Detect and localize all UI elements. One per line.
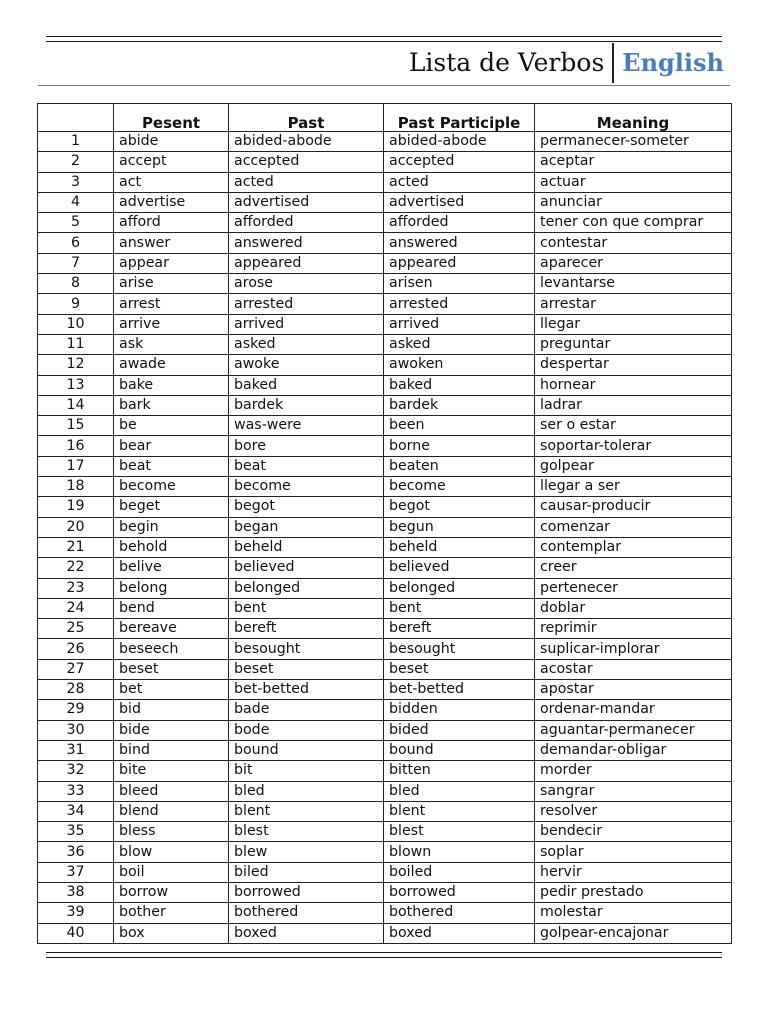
present-cell: blend — [114, 801, 229, 821]
past-cell: beset — [229, 659, 384, 679]
table-row — [38, 781, 732, 801]
present-cell: become — [114, 477, 229, 497]
row-number: 37 — [38, 862, 114, 882]
table-row — [38, 680, 732, 700]
past-participle-cell: bet-betted — [384, 680, 535, 700]
meaning-cell: pertenecer — [535, 578, 732, 598]
row-number: 24 — [38, 598, 114, 618]
table-row — [38, 882, 732, 902]
past-cell: biled — [229, 862, 384, 882]
row-number: 26 — [38, 639, 114, 659]
past-participle-cell: appeared — [384, 253, 535, 273]
table-row — [38, 416, 732, 436]
row-number: 18 — [38, 477, 114, 497]
present-cell: bind — [114, 740, 229, 760]
past-cell: arose — [229, 274, 384, 294]
past-cell: bothered — [229, 903, 384, 923]
past-cell: boxed — [229, 923, 384, 943]
past-cell: arrested — [229, 294, 384, 314]
past-cell: bound — [229, 740, 384, 760]
past-participle-cell: arisen — [384, 274, 535, 294]
meaning-cell: levantarse — [535, 274, 732, 294]
present-cell: bite — [114, 761, 229, 781]
meaning-cell: suplicar-implorar — [535, 639, 732, 659]
meaning-cell: preguntar — [535, 334, 732, 354]
row-number: 36 — [38, 842, 114, 862]
past-cell: bade — [229, 700, 384, 720]
meaning-cell: llegar — [535, 314, 732, 334]
past-participle-cell: begot — [384, 497, 535, 517]
header-underline — [38, 85, 730, 86]
past-participle-cell: blent — [384, 801, 535, 821]
present-cell: arise — [114, 274, 229, 294]
past-cell: bit — [229, 761, 384, 781]
past-participle-cell: abided-abode — [384, 132, 535, 152]
row-number: 38 — [38, 882, 114, 902]
row-number: 10 — [38, 314, 114, 334]
present-cell: bide — [114, 720, 229, 740]
past-participle-cell: acted — [384, 172, 535, 192]
present-cell: bleed — [114, 781, 229, 801]
row-number: 39 — [38, 903, 114, 923]
present-cell: belive — [114, 558, 229, 578]
past-cell: abided-abode — [229, 132, 384, 152]
row-number: 19 — [38, 497, 114, 517]
table-row — [38, 903, 732, 923]
past-cell: blew — [229, 842, 384, 862]
meaning-cell: morder — [535, 761, 732, 781]
past-cell: bet-betted — [229, 680, 384, 700]
row-number: 40 — [38, 923, 114, 943]
column-header-number — [38, 104, 114, 132]
past-cell: become — [229, 477, 384, 497]
meaning-cell: soplar — [535, 842, 732, 862]
table-row — [38, 598, 732, 618]
table-row — [38, 213, 732, 233]
present-cell: bother — [114, 903, 229, 923]
past-participle-cell: bitten — [384, 761, 535, 781]
table-row — [38, 395, 732, 415]
table-row — [38, 517, 732, 537]
present-cell: boil — [114, 862, 229, 882]
past-participle-cell: borne — [384, 436, 535, 456]
past-participle-cell: besought — [384, 639, 535, 659]
table-row — [38, 578, 732, 598]
row-number: 13 — [38, 375, 114, 395]
row-number: 7 — [38, 253, 114, 273]
past-participle-cell: bothered — [384, 903, 535, 923]
row-number: 25 — [38, 619, 114, 639]
past-participle-cell: bent — [384, 598, 535, 618]
document-header — [409, 43, 724, 83]
past-cell: answered — [229, 233, 384, 253]
row-number: 31 — [38, 740, 114, 760]
table-row — [38, 152, 732, 172]
row-number: 6 — [38, 233, 114, 253]
meaning-cell: creer — [535, 558, 732, 578]
meaning-cell: actuar — [535, 172, 732, 192]
meaning-cell: reprimir — [535, 619, 732, 639]
past-cell: arrived — [229, 314, 384, 334]
table-row — [38, 233, 732, 253]
meaning-cell: contestar — [535, 233, 732, 253]
meaning-cell: aguantar-permanecer — [535, 720, 732, 740]
row-number: 30 — [38, 720, 114, 740]
past-participle-cell: advertised — [384, 192, 535, 212]
past-participle-cell: begun — [384, 517, 535, 537]
row-number: 17 — [38, 456, 114, 476]
meaning-cell: ladrar — [535, 395, 732, 415]
past-cell: believed — [229, 558, 384, 578]
past-participle-cell: beset — [384, 659, 535, 679]
table-row — [38, 822, 732, 842]
past-participle-cell: beheld — [384, 537, 535, 557]
document-title: Lista de Verbos — [409, 43, 614, 83]
table-row — [38, 801, 732, 821]
table-row — [38, 294, 732, 314]
table-row — [38, 497, 732, 517]
table-row — [38, 192, 732, 212]
past-cell: acted — [229, 172, 384, 192]
past-participle-cell: bided — [384, 720, 535, 740]
table-row — [38, 761, 732, 781]
row-number: 27 — [38, 659, 114, 679]
table-row — [38, 700, 732, 720]
present-cell: answer — [114, 233, 229, 253]
past-cell: blent — [229, 801, 384, 821]
row-number: 21 — [38, 537, 114, 557]
present-cell: appear — [114, 253, 229, 273]
table-row — [38, 132, 732, 152]
table-row — [38, 537, 732, 557]
table-row — [38, 659, 732, 679]
present-cell: be — [114, 416, 229, 436]
table-row — [38, 334, 732, 354]
present-cell: box — [114, 923, 229, 943]
table-row — [38, 619, 732, 639]
table-row — [38, 862, 732, 882]
meaning-cell: ser o estar — [535, 416, 732, 436]
meaning-cell: hornear — [535, 375, 732, 395]
past-participle-cell: bardek — [384, 395, 535, 415]
past-cell: afforded — [229, 213, 384, 233]
meaning-cell: demandar-obligar — [535, 740, 732, 760]
meaning-cell: doblar — [535, 598, 732, 618]
table-row — [38, 842, 732, 862]
row-number: 32 — [38, 761, 114, 781]
past-participle-cell: blest — [384, 822, 535, 842]
present-cell: begin — [114, 517, 229, 537]
meaning-cell: acostar — [535, 659, 732, 679]
meaning-cell: anunciar — [535, 192, 732, 212]
present-cell: arrive — [114, 314, 229, 334]
present-cell: arrest — [114, 294, 229, 314]
row-number: 1 — [38, 132, 114, 152]
meaning-cell: hervir — [535, 862, 732, 882]
table-row — [38, 639, 732, 659]
past-cell: was-were — [229, 416, 384, 436]
past-cell: bode — [229, 720, 384, 740]
past-cell: beat — [229, 456, 384, 476]
meaning-cell: soportar-tolerar — [535, 436, 732, 456]
present-cell: abide — [114, 132, 229, 152]
past-participle-cell: become — [384, 477, 535, 497]
row-number: 15 — [38, 416, 114, 436]
past-participle-cell: boxed — [384, 923, 535, 943]
past-participle-cell: blown — [384, 842, 535, 862]
past-cell: asked — [229, 334, 384, 354]
past-cell: beheld — [229, 537, 384, 557]
present-cell: accept — [114, 152, 229, 172]
table-row — [38, 436, 732, 456]
column-header-past: Past — [229, 104, 384, 132]
top-double-rule-upper — [46, 36, 722, 37]
past-cell: awoke — [229, 355, 384, 375]
row-number: 12 — [38, 355, 114, 375]
meaning-cell: sangrar — [535, 781, 732, 801]
past-participle-cell: boiled — [384, 862, 535, 882]
present-cell: bark — [114, 395, 229, 415]
row-number: 33 — [38, 781, 114, 801]
present-cell: bear — [114, 436, 229, 456]
table-row — [38, 375, 732, 395]
present-cell: bless — [114, 822, 229, 842]
table-body — [38, 132, 732, 944]
row-number: 22 — [38, 558, 114, 578]
table-row — [38, 923, 732, 943]
past-participle-cell: accepted — [384, 152, 535, 172]
present-cell: beget — [114, 497, 229, 517]
table-row — [38, 477, 732, 497]
top-double-rule-lower — [46, 41, 722, 42]
past-cell: bereft — [229, 619, 384, 639]
past-cell: begot — [229, 497, 384, 517]
meaning-cell: aceptar — [535, 152, 732, 172]
column-header-past-participle: Past Participle — [384, 104, 535, 132]
meaning-cell: golpear-encajonar — [535, 923, 732, 943]
present-cell: beat — [114, 456, 229, 476]
meaning-cell: ordenar-mandar — [535, 700, 732, 720]
present-cell: ask — [114, 334, 229, 354]
row-number: 9 — [38, 294, 114, 314]
past-participle-cell: baked — [384, 375, 535, 395]
past-participle-cell: bidden — [384, 700, 535, 720]
row-number: 35 — [38, 822, 114, 842]
past-participle-cell: awoken — [384, 355, 535, 375]
meaning-cell: despertar — [535, 355, 732, 375]
past-participle-cell: answered — [384, 233, 535, 253]
past-participle-cell: arrived — [384, 314, 535, 334]
present-cell: bet — [114, 680, 229, 700]
past-participle-cell: asked — [384, 334, 535, 354]
past-cell: bled — [229, 781, 384, 801]
row-number: 8 — [38, 274, 114, 294]
past-cell: bore — [229, 436, 384, 456]
bottom-double-rule-upper — [46, 952, 722, 953]
row-number: 29 — [38, 700, 114, 720]
present-cell: bereave — [114, 619, 229, 639]
present-cell: act — [114, 172, 229, 192]
row-number: 4 — [38, 192, 114, 212]
row-number: 3 — [38, 172, 114, 192]
past-participle-cell: arrested — [384, 294, 535, 314]
document-language-label: English — [622, 48, 724, 77]
present-cell: blow — [114, 842, 229, 862]
row-number: 16 — [38, 436, 114, 456]
past-cell: besought — [229, 639, 384, 659]
meaning-cell: comenzar — [535, 517, 732, 537]
past-participle-cell: believed — [384, 558, 535, 578]
row-number: 20 — [38, 517, 114, 537]
present-cell: bid — [114, 700, 229, 720]
verbs-table — [37, 103, 732, 944]
meaning-cell: resolver — [535, 801, 732, 821]
past-participle-cell: borrowed — [384, 882, 535, 902]
present-cell: bake — [114, 375, 229, 395]
present-cell: beset — [114, 659, 229, 679]
meaning-cell: golpear — [535, 456, 732, 476]
column-header-meaning: Meaning — [535, 104, 732, 132]
present-cell: bend — [114, 598, 229, 618]
table-row — [38, 274, 732, 294]
past-cell: appeared — [229, 253, 384, 273]
table-row — [38, 558, 732, 578]
meaning-cell: apostar — [535, 680, 732, 700]
meaning-cell: llegar a ser — [535, 477, 732, 497]
past-participle-cell: been — [384, 416, 535, 436]
table-header-row — [38, 104, 732, 132]
past-participle-cell: bound — [384, 740, 535, 760]
past-participle-cell: bled — [384, 781, 535, 801]
past-cell: bardek — [229, 395, 384, 415]
table-row — [38, 456, 732, 476]
meaning-cell: bendecir — [535, 822, 732, 842]
row-number: 28 — [38, 680, 114, 700]
row-number: 23 — [38, 578, 114, 598]
meaning-cell: causar-producir — [535, 497, 732, 517]
row-number: 11 — [38, 334, 114, 354]
past-cell: belonged — [229, 578, 384, 598]
meaning-cell: arrestar — [535, 294, 732, 314]
past-cell: advertised — [229, 192, 384, 212]
meaning-cell: tener con que comprar — [535, 213, 732, 233]
table-row — [38, 172, 732, 192]
past-cell: borrowed — [229, 882, 384, 902]
column-header-present: Pesent — [114, 104, 229, 132]
meaning-cell: pedir prestado — [535, 882, 732, 902]
past-participle-cell: beaten — [384, 456, 535, 476]
past-participle-cell: bereft — [384, 619, 535, 639]
present-cell: beseech — [114, 639, 229, 659]
table-row — [38, 740, 732, 760]
meaning-cell: contemplar — [535, 537, 732, 557]
past-cell: accepted — [229, 152, 384, 172]
meaning-cell: aparecer — [535, 253, 732, 273]
present-cell: awade — [114, 355, 229, 375]
table-row — [38, 314, 732, 334]
table-row — [38, 253, 732, 273]
row-number: 5 — [38, 213, 114, 233]
bottom-double-rule-lower — [46, 957, 722, 958]
past-cell: began — [229, 517, 384, 537]
present-cell: afford — [114, 213, 229, 233]
row-number: 34 — [38, 801, 114, 821]
table-row — [38, 720, 732, 740]
table-row — [38, 355, 732, 375]
present-cell: behold — [114, 537, 229, 557]
past-cell: blest — [229, 822, 384, 842]
meaning-cell: molestar — [535, 903, 732, 923]
past-cell: bent — [229, 598, 384, 618]
past-participle-cell: belonged — [384, 578, 535, 598]
row-number: 2 — [38, 152, 114, 172]
past-participle-cell: afforded — [384, 213, 535, 233]
row-number: 14 — [38, 395, 114, 415]
meaning-cell: permanecer-someter — [535, 132, 732, 152]
present-cell: belong — [114, 578, 229, 598]
past-cell: baked — [229, 375, 384, 395]
present-cell: advertise — [114, 192, 229, 212]
present-cell: borrow — [114, 882, 229, 902]
